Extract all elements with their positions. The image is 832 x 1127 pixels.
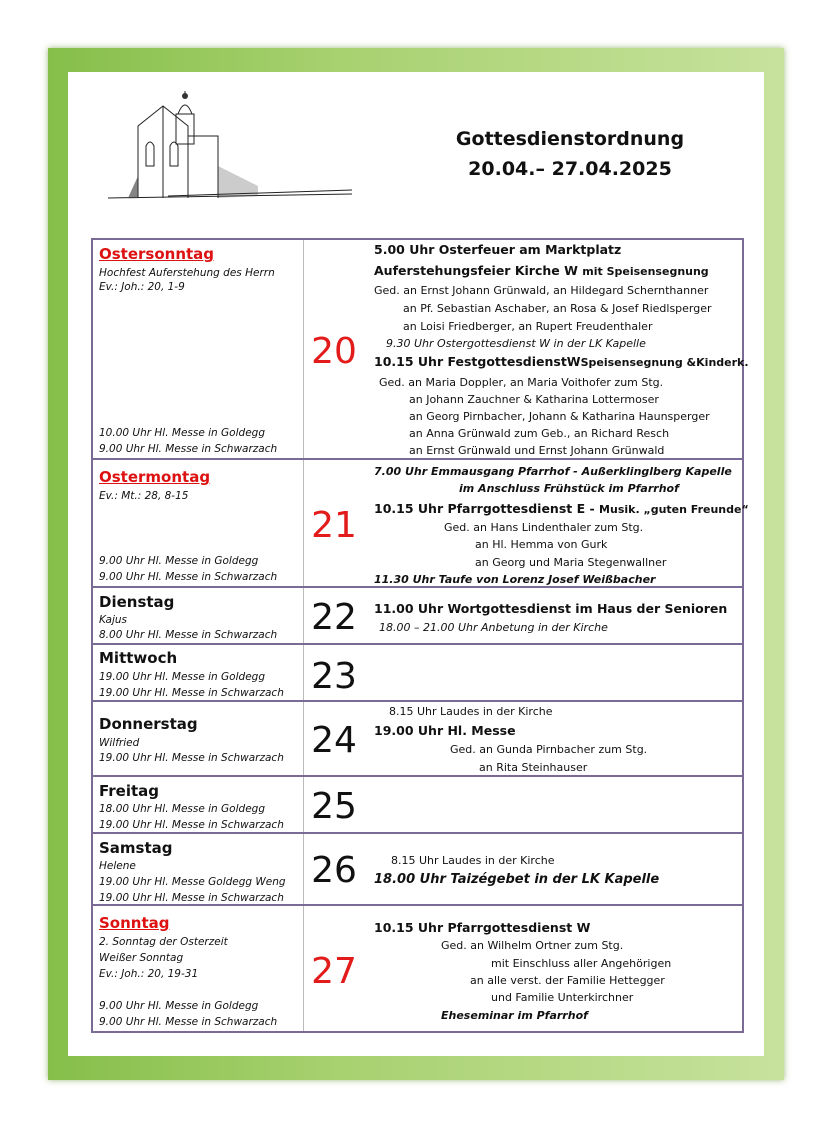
- event-line: 7.00 Uhr Emmausgang Pfarrhof - Außerklinglberg Kapelle: [374, 465, 732, 478]
- event-line: 11.30 Uhr Taufe von Lorenz Josef Weißbacher: [374, 573, 656, 586]
- day-name: Sonntag: [99, 914, 170, 932]
- day-name: Freitag: [99, 782, 160, 800]
- event-line: an Johann Zauchner & Katharina Lottermoser: [409, 393, 659, 406]
- day-number: 21: [311, 505, 357, 546]
- event-line: Eheseminar im Pfarrhof: [441, 1009, 588, 1022]
- event-line: 10.15 Uhr Pfarrgottesdienst W: [374, 920, 591, 935]
- event-line: Ged. an Wilhelm Ortner zum Stg.: [441, 939, 624, 952]
- mass-time: 19.00 Uhr Hl. Messe in Schwarzach: [99, 892, 284, 904]
- mass-time: 8.00 Uhr Hl. Messe in Schwarzach: [99, 629, 278, 641]
- church-illustration: [108, 86, 352, 210]
- event-line: 19.00 Uhr Hl. Messe: [374, 723, 516, 738]
- page-title: [420, 124, 720, 184]
- day-note: Ev.: Mt.: 28, 8-15: [99, 490, 189, 502]
- day-note: Helene: [99, 860, 136, 872]
- event-line: im Anschluss Frühstück im Pfarrhof: [459, 482, 679, 495]
- event-line: mit Einschluss aller Angehörigen: [491, 957, 672, 970]
- day-block-ostersonntag: [91, 238, 749, 460]
- day-note: 2. Sonntag der Osterzeit: [99, 936, 228, 948]
- day-block-mittwoch: [91, 643, 744, 702]
- event-line: 18.00 Uhr Taizégebet in der LK Kapelle: [374, 872, 660, 887]
- mass-time: 10.00 Uhr Hl. Messe in Goldegg: [99, 427, 265, 439]
- day-name: Dienstag: [99, 593, 175, 611]
- mass-time: 19.00 Uhr Hl. Messe in Schwarzach: [99, 687, 284, 699]
- event-line: Ged. an Ernst Johann Grünwald, an Hildegard Schernthanner: [374, 284, 709, 297]
- day-block-sonntag: [91, 904, 744, 1033]
- day-name: Mittwoch: [99, 649, 178, 667]
- mass-time: 9.00 Uhr Hl. Messe in Goldegg: [99, 555, 259, 567]
- event-line: 5.00 Uhr Osterfeuer am Marktplatz: [374, 242, 622, 257]
- day-number: 23: [311, 656, 357, 697]
- event-line: an Loisi Friedberger, an Rupert Freudenthaler: [403, 320, 653, 333]
- day-block-freitag: [91, 775, 744, 834]
- day-number: 25: [311, 786, 357, 827]
- event-line: 8.15 Uhr Laudes in der Kirche: [391, 854, 555, 867]
- day-note: Kajus: [99, 614, 127, 626]
- event-line: an Rita Steinhauser: [479, 761, 588, 774]
- day-block-donnerstag: [91, 700, 744, 777]
- event-line: Ged. an Gunda Pirnbacher zum Stg.: [450, 743, 648, 756]
- event-line: Ged. an Hans Lindenthaler zum Stg.: [444, 521, 644, 534]
- title-line-2: 20.04.– 27.04.2025: [468, 158, 672, 180]
- mass-time: 19.00 Uhr Hl. Messe in Goldegg: [99, 671, 265, 683]
- day-name: Ostermontag: [99, 468, 211, 486]
- event-line: 10.15 Uhr FestgottesdienstWSpeisensegnung &Kinderk.: [374, 354, 749, 369]
- event-line: an Hl. Hemma von Gurk: [475, 538, 608, 551]
- mass-time: 19.00 Uhr Hl. Messe in Schwarzach: [99, 819, 284, 831]
- day-block-dienstag: [91, 586, 744, 645]
- mass-time: 9.00 Uhr Hl. Messe in Schwarzach: [99, 1016, 278, 1028]
- event-line: Ged. an Maria Doppler, an Maria Voithofer zum Stg.: [379, 376, 664, 389]
- mass-time: 18.00 Uhr Hl. Messe in Goldegg: [99, 803, 265, 815]
- mass-time: 9.00 Uhr Hl. Messe in Goldegg: [99, 1000, 259, 1012]
- event-line: an alle verst. der Familie Hettegger: [470, 974, 665, 987]
- day-note: Ev.: Joh.: 20, 1-9: [99, 281, 185, 293]
- mass-time: 19.00 Uhr Hl. Messe Goldegg Weng: [99, 876, 286, 888]
- day-block-ostermontag: [91, 458, 749, 588]
- event-line: an Anna Grünwald zum Geb., an Richard Resch: [409, 427, 670, 440]
- mass-time: 9.00 Uhr Hl. Messe in Schwarzach: [99, 443, 278, 455]
- mass-time: 9.00 Uhr Hl. Messe in Schwarzach: [99, 571, 278, 583]
- mass-time: 19.00 Uhr Hl. Messe in Schwarzach: [99, 752, 284, 764]
- event-line: 9.30 Uhr Ostergottesdienst W in der LK Kapelle: [386, 337, 646, 350]
- day-number: 22: [311, 597, 357, 638]
- event-line: an Pf. Sebastian Aschaber, an Rosa & Josef Riedlsperger: [403, 302, 712, 315]
- day-number: 20: [311, 331, 357, 372]
- day-number: 24: [311, 720, 357, 761]
- event-line: an Georg Pirnbacher, Johann & Katharina Haunsperger: [409, 410, 710, 423]
- event-line: 11.00 Uhr Wortgottesdienst im Haus der Senioren: [374, 601, 728, 616]
- event-line: an Ernst Grünwald und Ernst Johann Grünwald: [409, 444, 665, 457]
- day-name: Donnerstag: [99, 715, 198, 733]
- day-number: 27: [311, 951, 357, 992]
- event-line: 8.15 Uhr Laudes in der Kirche: [389, 705, 553, 718]
- day-note: Hochfest Auferstehung des Herrn: [99, 267, 275, 279]
- day-number: 26: [311, 850, 357, 891]
- day-name: Ostersonntag: [99, 245, 215, 263]
- day-block-samstag: [91, 832, 744, 906]
- event-line: und Familie Unterkirchner: [491, 991, 634, 1004]
- day-note: Wilfried: [99, 737, 140, 749]
- event-line: Auferstehungsfeier Kirche W mit Speisensegnung: [374, 263, 709, 278]
- day-note: Ev.: Joh.: 20, 19-31: [99, 968, 199, 980]
- title-line-1: Gottesdienstordnung: [455, 128, 685, 150]
- event-line: 18.00 – 21.00 Uhr Anbetung in der Kirche: [379, 621, 608, 634]
- event-line: an Georg und Maria Stegenwallner: [475, 556, 667, 569]
- day-name: Samstag: [99, 839, 173, 857]
- event-line: 10.15 Uhr Pfarrgottesdienst E - Musik. „guten Freunde“: [374, 501, 749, 516]
- day-note: Weißer Sonntag: [99, 952, 184, 964]
